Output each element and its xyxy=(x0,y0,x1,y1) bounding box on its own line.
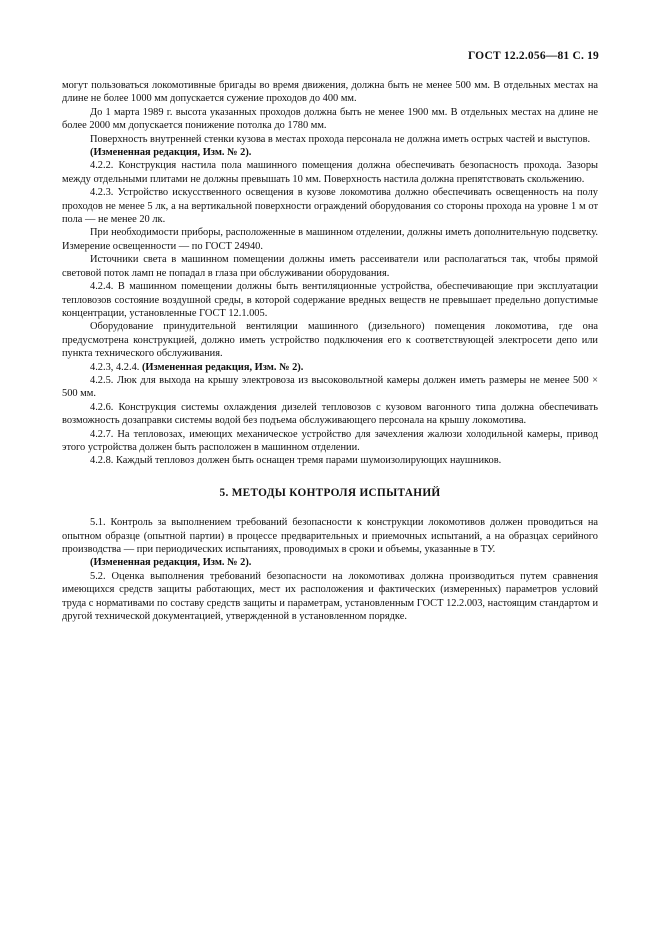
paragraph: 4.2.8. Каждый тепловоз должен быть оснащен тремя парами шумоизолирующих наушников. xyxy=(90,455,502,467)
paragraph: Оборудование принудительной вентиляции машинного (дизельного) помещения локомотива, где она предусмотрена конструкцией, должно иметь устройство подключения его к соответствующей электросети депо или пункта технического обслуживания. xyxy=(62,321,598,360)
paragraph: могут пользоваться локомотивные бригады во время движения, должна быть не менее 500 мм. В отдельных местах на длине не более 1000 мм допускается сужение проходов до 400 мм. xyxy=(62,80,598,105)
paragraph: Поверхность внутренней стенки кузова в местах прохода персонала не должна иметь острых частей и выступов. xyxy=(90,133,591,145)
paragraph: 5.2. Оценка выполнения требований безопасности на локомотивах должна производиться путем сравнения имеющихся средств защиты работающих, мест их расположения и фактических (измеренных) параметров условий труда с нормативами по составу средств защиты и параметрам, установленным ГОСТ 12.2.003, настоящим стандартом и другой технической документацией, утвержденной в установленном порядке. xyxy=(62,570,598,623)
page-header: ГОСТ 12.2.056—81 С. 19 xyxy=(467,50,599,62)
section-title: 5. МЕТОДЫ КОНТРОЛЯ ИСПЫТАНИЙ xyxy=(219,486,441,499)
amendment-note: (Измененная редакция, Изм. № 2). xyxy=(141,361,304,373)
paragraph: 4.2.7. На тепловозах, имеющих механическое устройство для зачехления жалюзи холодильной камеры, привод этого устройства должен быть расположен в машинном отделении. xyxy=(62,428,598,453)
clause-ref: 4.2.3, 4.2.4. xyxy=(90,361,142,373)
paragraph: 5.1. Контроль за выполнением требований безопасности к конструкции локомотивов должен проводиться на опытном образце (опытной партии) в процессе предварительных и приемочных испытаний, а на образцах серийного производства — при периодических испытаниях, проводимых в сроки и объемы, указанные в ТУ. xyxy=(62,517,598,555)
paragraph xyxy=(62,361,598,374)
amendment-note: (Измененная редакция, Изм. № 2). xyxy=(90,147,252,159)
paragraph: 4.2.4. В машинном помещении должны быть вентиляционные устройства, обеспечивающие при эксплуатации тепловозов состояние воздушной среды, в которой содержание вредных веществ не превышает предельно допустимые концентрации, установленные ГОСТ 12.1.005. xyxy=(62,281,598,319)
paragraph: При необходимости приборы, расположенные в машинном отделении, должны иметь дополнительную подсветку. Измерение освещенности — по ГОСТ 24940. xyxy=(62,227,598,252)
paragraph: 4.2.5. Люк для выхода на крышу электровоза из высоковольтной камеры должен иметь размеры не менее 500 × 500 мм. xyxy=(62,374,598,400)
amendment-note: (Измененная редакция, Изм. № 2). xyxy=(90,557,252,569)
body-text xyxy=(62,79,598,623)
paragraph: Источники света в машинном помещении должны иметь рассеиватели или располагаться так, чтобы прямой световой поток ламп не попадал в глаза при обслуживании оборудования. xyxy=(62,254,598,279)
paragraph: 4.2.2. Конструкция настила пола машинного помещения должна обеспечивать безопасность прохода. Зазоры между отдельными плитами не должны превышать 10 мм. Поверхность настила должна препятствовать скольжению. xyxy=(62,160,598,185)
paragraph: 4.2.3. Устройство искусственного освещения в кузове локомотива должно обеспечивать освещенность на полу проходов не менее 5 лк, а на вертикальной поверхности ограждений оборудования со стороны прохода на уровне 1 м от пола — не менее 20 лк. xyxy=(62,187,598,226)
paragraph: 4.2.6. Конструкция системы охлаждения дизелей тепловозов с кузовом вагонного типа должна обеспечивать возможность дозаправки системы водой без подъема обслуживающего персонала на крышу локомотива. xyxy=(62,401,598,427)
paragraph: До 1 марта 1989 г. высота указанных проходов должна быть не менее 1900 мм. В отдельных местах на длине не более 2000 мм допускается понижение потолка до 1780 мм. xyxy=(62,106,598,132)
